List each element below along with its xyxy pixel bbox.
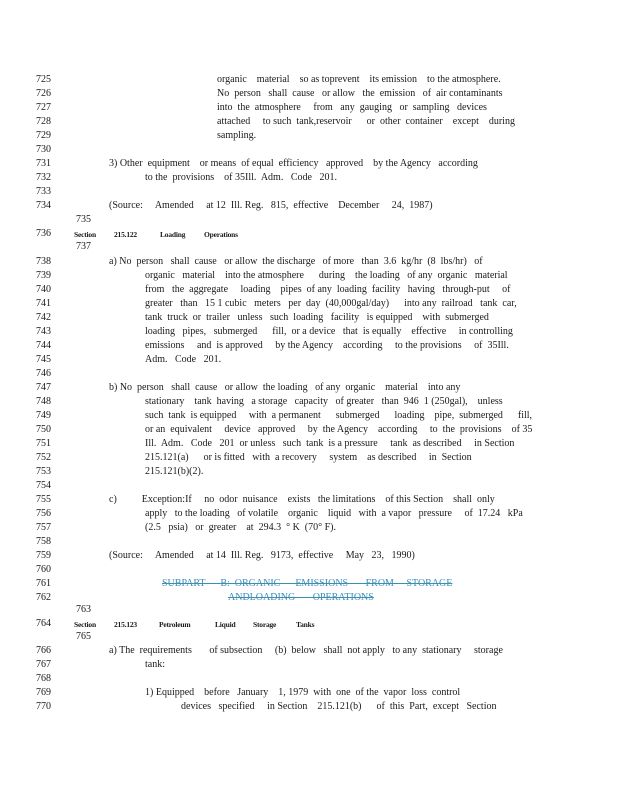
- line-number: 748: [36, 396, 51, 407]
- line-text: tank truck or trailer unless such loading facility is equipped with submerged: [145, 312, 489, 323]
- line-number: 755: [36, 494, 51, 505]
- line-number: 764: [36, 618, 51, 629]
- line-number: 767: [36, 659, 51, 670]
- line-text: into the atmosphere from any gauging or sampling devices: [217, 102, 487, 113]
- line-text: c) Exception:If no odor nuisance exists the limitations of this Section shall only: [109, 494, 495, 505]
- line-text: 215.121(a) or is fitted with a recovery system as described in Section: [145, 452, 472, 463]
- subpart-heading-deleted: SUBPART B: ORGANIC EMISSIONS FROM STORAGE: [162, 578, 453, 589]
- line-text: or an equivalent device approved by the Agency according to the provisions of 35: [145, 424, 533, 435]
- line-number: 730: [36, 144, 51, 155]
- line-text: tank:: [145, 659, 165, 670]
- line-number: 751: [36, 438, 51, 449]
- line-text: from the aggregate loading pipes of any loading facility having through-put of: [145, 284, 511, 295]
- line-text: (Source: Amended at 12 Ill. Reg. 815, effective December 24, 1987): [109, 200, 433, 211]
- line-text: Ill. Adm. Code 201 or unless such tank is a pressure tank as described in Section: [145, 438, 515, 449]
- line-number: 754: [36, 480, 51, 491]
- line-number: 744: [36, 340, 51, 351]
- section-label: Section: [74, 620, 96, 629]
- section-label: Section: [74, 230, 96, 239]
- section-title-word: Petroleum: [159, 620, 191, 629]
- section-number: 215.122: [114, 230, 137, 239]
- line-number: 741: [36, 298, 51, 309]
- section-title-word: Operations: [204, 230, 238, 239]
- line-text: organic material into the atmosphere during the loading of any organic material: [145, 270, 508, 281]
- line-text: loading pipes, submerged fill, or a device that is equally effective in controlling: [145, 326, 513, 337]
- line-number: 753: [36, 466, 51, 477]
- line-number: 746: [36, 368, 51, 379]
- line-number: 743: [36, 326, 51, 337]
- line-number: 745: [36, 354, 51, 365]
- line-number: 760: [36, 564, 51, 575]
- line-number: 768: [36, 673, 51, 684]
- line-number: 757: [36, 522, 51, 533]
- line-number: 734: [36, 200, 51, 211]
- line-number: 726: [36, 88, 51, 99]
- line-number: 752: [36, 452, 51, 463]
- line-text: attached to such tank,reservoir or other container except during: [217, 116, 515, 127]
- line-number: 758: [36, 536, 51, 547]
- line-number: 739: [36, 270, 51, 281]
- line-number: 765: [76, 631, 91, 642]
- line-text: 215.121(b)(2).: [145, 466, 204, 477]
- line-number: 735: [76, 214, 91, 225]
- line-text: organic material so as toprevent its emission to the atmosphere.: [217, 74, 501, 85]
- line-number: 738: [36, 256, 51, 267]
- line-text: (2.5 psia) or greater at 294.3 ° K (70° F).: [145, 522, 337, 533]
- line-number: 762: [36, 592, 51, 603]
- line-text: sampling.: [217, 130, 257, 141]
- line-text: 3) Other equipment or means of equal efficiency approved by the Agency according: [109, 158, 478, 169]
- line-number: 766: [36, 645, 51, 656]
- line-number: 731: [36, 158, 51, 169]
- line-number: 729: [36, 130, 51, 141]
- line-number: 742: [36, 312, 51, 323]
- line-number: 740: [36, 284, 51, 295]
- line-text: greater than 15 1 cubic meters per day (40,000gal/day) into any railroad tank car,: [145, 298, 517, 309]
- line-text: b) No person shall cause or allow the loading of any organic material into any: [109, 382, 461, 393]
- section-number: 215.123: [114, 620, 137, 629]
- section-title-word: Liquid: [215, 620, 236, 629]
- subpart-heading-deleted: ANDLOADING OPERATIONS: [228, 592, 374, 603]
- line-number: 756: [36, 508, 51, 519]
- line-text: Adm. Code 201.: [145, 354, 222, 365]
- section-title-word: Loading: [160, 230, 186, 239]
- line-number: 725: [36, 74, 51, 85]
- line-text: devices specified in Section 215.121(b) of this Part, except Section: [181, 701, 497, 712]
- line-number: 728: [36, 116, 51, 127]
- line-number: 733: [36, 186, 51, 197]
- line-number: 736: [36, 228, 51, 239]
- line-text: emissions and is approved by the Agency according to the provisions of 35Ill.: [145, 340, 509, 351]
- line-text: (Source: Amended at 14 Ill. Reg. 9173, effective May 23, 1990): [109, 550, 415, 561]
- line-number: 763: [76, 604, 91, 615]
- line-text: such tank is equipped with a permanent submerged loading pipe, submerged fill,: [145, 410, 533, 421]
- line-number: 749: [36, 410, 51, 421]
- line-number: 759: [36, 550, 51, 561]
- line-number: 750: [36, 424, 51, 435]
- line-number: 727: [36, 102, 51, 113]
- line-text: a) The requirements of subsection (b) below shall not apply to any stationary storage: [109, 645, 503, 656]
- section-title-word: Tanks: [296, 620, 315, 629]
- line-number: 761: [36, 578, 51, 589]
- line-text: No person shall cause or allow the emission of air contaminants: [217, 88, 503, 99]
- section-title-word: Storage: [253, 620, 277, 629]
- line-number: 732: [36, 172, 51, 183]
- line-number: 769: [36, 687, 51, 698]
- line-number: 737: [76, 241, 91, 252]
- line-text: to the provisions of 35Ill. Adm. Code 201.: [145, 172, 337, 183]
- line-text: 1) Equipped before January 1, 1979 with one of the vapor loss control: [145, 687, 461, 698]
- line-text: a) No person shall cause or allow the discharge of more than 3.6 kg/hr (8 lbs/hr) of: [109, 256, 483, 267]
- line-number: 770: [36, 701, 51, 712]
- line-text: apply to the loading of volatile organic liquid with a vapor pressure of 17.24 kPa: [145, 508, 523, 519]
- line-number: 747: [36, 382, 51, 393]
- line-text: stationary tank having a storage capacity of greater than 946 1 (250gal), unless: [145, 396, 503, 407]
